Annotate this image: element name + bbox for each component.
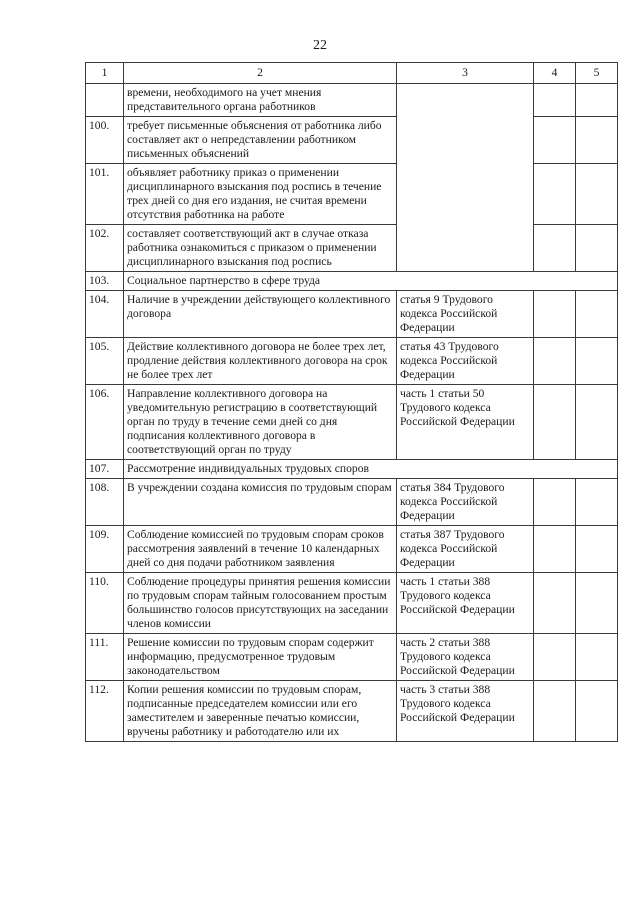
answer-cell [534, 573, 576, 634]
table-row [86, 385, 618, 460]
column-header-2: 2 [124, 63, 397, 84]
row-number: 109. [86, 526, 124, 573]
requirement-text: Копии решения комиссии по трудовым спорам, подписанные председателем комиссии или его заместителем и заверенные печатью комиссии, вручены работнику и работодателю или их [124, 681, 397, 742]
answer-cell [534, 526, 576, 573]
note-cell [576, 526, 618, 573]
section-title: Рассмотрение индивидуальных трудовых споров [124, 460, 618, 479]
column-header-1: 1 [86, 63, 124, 84]
answer-cell [534, 117, 576, 164]
requirement-text: требует письменные объяснения от работника либо составляет акт о непредставлении работником письменных объяснений [124, 117, 397, 164]
checklist-table [85, 62, 618, 742]
note-cell [576, 634, 618, 681]
answer-cell [534, 479, 576, 526]
requirement-text: Решение комиссии по трудовым спорам содержит информацию, предусмотренное трудовым законодательством [124, 634, 397, 681]
section-title: Социальное партнерство в сфере труда [124, 272, 618, 291]
legal-reference: часть 3 статьи 388 Трудового кодекса Российской Федерации [397, 681, 534, 742]
section-row [86, 460, 618, 479]
answer-cell [534, 225, 576, 272]
table-row [86, 681, 618, 742]
answer-cell [534, 84, 576, 117]
note-cell [576, 338, 618, 385]
row-number: 105. [86, 338, 124, 385]
table-row [86, 84, 618, 117]
answer-cell [534, 634, 576, 681]
note-cell [576, 681, 618, 742]
row-number: 110. [86, 573, 124, 634]
row-number: 112. [86, 681, 124, 742]
legal-reference: статья 387 Трудового кодекса Российской Федерации [397, 526, 534, 573]
section-row [86, 272, 618, 291]
table-row [86, 338, 618, 385]
answer-cell [534, 291, 576, 338]
answer-cell [534, 681, 576, 742]
column-header-3: 3 [397, 63, 534, 84]
note-cell [576, 479, 618, 526]
note-cell [576, 164, 618, 225]
page-number: 22 [313, 38, 327, 53]
row-number: 111. [86, 634, 124, 681]
table-header-row [86, 63, 618, 84]
note-cell [576, 117, 618, 164]
requirement-text: Направление коллективного договора на уведомительную регистрацию в соответствующий орган по труду в течение семи дней со дня подписания коллективного договора в соответствующий орган по труду [124, 385, 397, 460]
legal-reference: часть 2 статьи 388 Трудового кодекса Российской Федерации [397, 634, 534, 681]
table-row [86, 526, 618, 573]
row-number: 107. [86, 460, 124, 479]
note-cell [576, 84, 618, 117]
requirement-text: Соблюдение процедуры принятия решения комиссии по трудовым спорам тайным голосованием простым большинство голосов присутствующих на заседании членов комиссии [124, 573, 397, 634]
note-cell [576, 573, 618, 634]
answer-cell [534, 164, 576, 225]
table-row [86, 479, 618, 526]
note-cell [576, 225, 618, 272]
row-number: 102. [86, 225, 124, 272]
column-header-4: 4 [534, 63, 576, 84]
legal-reference: статья 384 Трудового кодекса Российской Федерации [397, 479, 534, 526]
table-row [86, 164, 618, 225]
legal-reference: статья 43 Трудового кодекса Российской Федерации [397, 338, 534, 385]
legal-reference [397, 84, 534, 272]
table-row [86, 573, 618, 634]
requirement-text: Соблюдение комиссией по трудовым спорам сроков рассмотрения заявлений в течение 10 календарных дней со дня подачи работником заявления [124, 526, 397, 573]
row-number [86, 84, 124, 117]
requirement-text: Действие коллективного договора не более трех лет, продление действия коллективного договора на срок не более трех лет [124, 338, 397, 385]
row-number: 100. [86, 117, 124, 164]
table-row [86, 225, 618, 272]
row-number: 103. [86, 272, 124, 291]
note-cell [576, 291, 618, 338]
requirement-text: В учреждении создана комиссия по трудовым спорам [124, 479, 397, 526]
answer-cell [534, 338, 576, 385]
legal-reference: часть 1 статьи 388 Трудового кодекса Российской Федерации [397, 573, 534, 634]
row-number: 106. [86, 385, 124, 460]
note-cell [576, 385, 618, 460]
row-number: 101. [86, 164, 124, 225]
requirement-text: составляет соответствующий акт в случае отказа работника ознакомиться с приказом о применении дисциплинарного взыскания под роспись [124, 225, 397, 272]
answer-cell [534, 385, 576, 460]
table-row [86, 117, 618, 164]
table-row [86, 634, 618, 681]
requirement-text: времени, необходимого на учет мнения представительного органа работников [124, 84, 397, 117]
legal-reference: статья 9 Трудового кодекса Российской Федерации [397, 291, 534, 338]
table-row [86, 291, 618, 338]
legal-reference: часть 1 статьи 50 Трудового кодекса Российской Федерации [397, 385, 534, 460]
column-header-5: 5 [576, 63, 618, 84]
row-number: 108. [86, 479, 124, 526]
requirement-text: Наличие в учреждении действующего коллективного договора [124, 291, 397, 338]
requirement-text: объявляет работнику приказ о применении дисциплинарного взыскания под роспись в течение трех дней со дня его издания, не считая времени отсутствия работника на работе [124, 164, 397, 225]
row-number: 104. [86, 291, 124, 338]
